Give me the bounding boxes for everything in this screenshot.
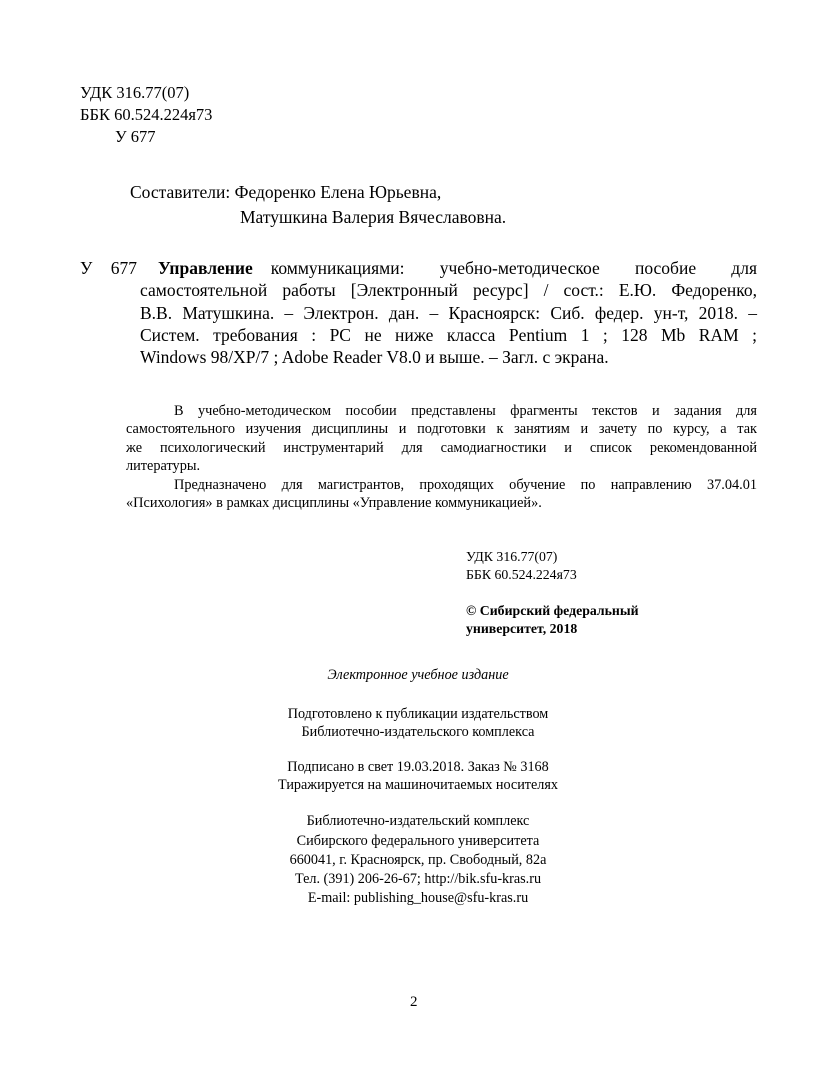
prepared-line-1: Подготовлено к публикации издательством [287, 706, 549, 722]
classification-bbk: ББК 60.524.224я73 [80, 105, 213, 124]
copyright-line-1: © Сибирский федеральный [466, 603, 639, 618]
publisher-phone-web: Тел. (391) 206-26-67; http://bik.sfu-kras.ru [294, 871, 542, 887]
bib-line-2: самостоятельной работы [Электронный ресурс] / сост.: Е.Ю. Федоренко, [140, 280, 757, 301]
bib-index: У 677 [80, 258, 138, 278]
page-number: 2 [410, 994, 418, 1010]
annotation-p1-line3: же психологический инструментарий для самодиагностики и список рекомендованной [126, 439, 757, 456]
signed-line: Подписано в свет 19.03.2018. Заказ № 3168 [287, 759, 549, 775]
publisher-line-1: Библиотечно-издательский комплекс [306, 813, 530, 829]
publisher-email: E-mail: publishing_house@sfu-kras.ru [307, 890, 529, 906]
bib-line-5: Windows 98/XP/7 ; Adobe Reader V8.0 и выше. – Загл. с экрана. [140, 347, 609, 368]
author-sign: У 677 [115, 127, 156, 146]
bib-line-4: Систем. требования : PC не ниже класса Pentium 1 ; 128 Mb RAM ; [140, 324, 757, 345]
bib-line-3: В.В. Матушкина. – Электрон. дан. – Красноярск: Сиб. федер. ун-т, 2018. – [140, 302, 757, 323]
bib-line-1 [80, 257, 757, 279]
bibliographic-entry [80, 257, 757, 368]
annotation-p1-line1: В учебно-методическом пособии представлены фрагменты текстов и задания для [174, 403, 757, 419]
annotation-p2-line1: Предназначено для магистрантов, проходящих обучение по направлению 37.04.01 [174, 476, 757, 493]
bib-title-bold: Управление [158, 258, 253, 278]
bib-title-rest: коммуникациями: учебно-методическое пособие для [270, 258, 757, 278]
prepared-line-2: Библиотечно-издательского комплекса [301, 724, 535, 740]
annotation [126, 402, 757, 512]
right-udk: УДК 316.77(07) [466, 549, 558, 564]
publisher-line-2: Сибирского федерального университета [296, 833, 540, 849]
annotation-p1-line2: самостоятельного изучения дисциплины и подготовки к занятиям и зачету по курсу, а так [126, 421, 757, 438]
compilers-second-line: Матушкина Валерия Вячеславовна. [240, 207, 507, 227]
annotation-p1-line4: литературы. [126, 458, 201, 475]
right-bbk: ББК 60.524.224я73 [466, 567, 577, 582]
replicated-line: Тиражируется на машиночитаемых носителях [278, 777, 558, 793]
annotation-p2-line2: «Психология» в рамках дисциплины «Управление коммуникацией». [126, 495, 542, 512]
copyright-line-2: университет, 2018 [466, 621, 578, 636]
compilers-line: Составители: Федоренко Елена Юрьевна, [130, 182, 442, 202]
edition-type: Электронное учебное издание [327, 667, 509, 683]
publisher-address: 660041, г. Красноярск, пр. Свободный, 82а [289, 852, 547, 868]
classification-udk: УДК 316.77(07) [80, 83, 190, 102]
